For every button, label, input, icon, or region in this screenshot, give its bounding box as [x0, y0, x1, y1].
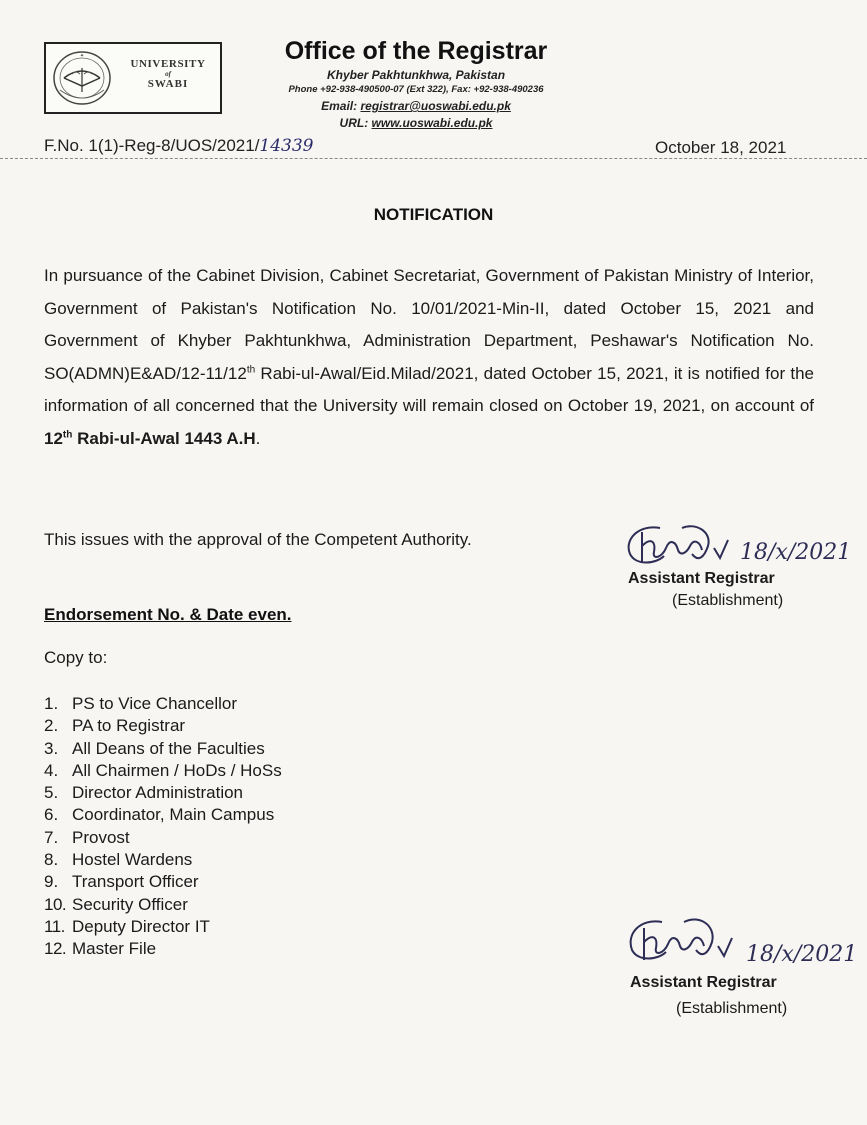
- body-sup2: th: [62, 428, 73, 440]
- university-logo: [44, 42, 222, 114]
- recipient-name: Hostel Wardens: [72, 850, 193, 870]
- recipient-number: 6.: [44, 805, 59, 825]
- phone-line: Phone +92-938-490500-07 (Ext 322), Fax: +92-938-490236: [288, 84, 544, 95]
- url-line: [240, 116, 592, 130]
- recipient-item: [44, 827, 282, 849]
- signature-1-title: Assistant Registrar: [628, 570, 775, 587]
- recipient-name: Provost: [72, 827, 130, 847]
- url-link[interactable]: www.uoswabi.edu.pk: [371, 116, 493, 130]
- approval-statement: This issues with the approval of the Competent Authority.: [44, 530, 472, 549]
- body-bold2: Rabi-ul-Awal 1443 A.H: [72, 428, 256, 448]
- university-emblem-icon: [50, 48, 114, 110]
- recipient-name: Director Administration: [72, 783, 244, 803]
- logo-swabi-text: SWABI: [147, 78, 189, 90]
- recipient-number: 5.: [44, 783, 59, 803]
- office-title: Office of the Registrar: [284, 37, 548, 65]
- body-end: .: [255, 428, 261, 448]
- recipient-item: [44, 715, 282, 737]
- recipient-item: [44, 738, 282, 760]
- email-label: Email:: [321, 99, 361, 113]
- recipient-number: 7.: [44, 827, 59, 847]
- recipient-number: 1.: [44, 694, 59, 713]
- body-text-part2: Rabi-ul-Awal/Eid.Milad/2021, dated October 15, 2021, it is notified for the information of all concerned that the University will remain closed on October 19, 2021, on account of: [44, 363, 814, 415]
- recipient-name: Coordinator, Main Campus: [72, 805, 275, 825]
- recipient-number: 10.: [44, 894, 67, 914]
- header-divider: [0, 158, 867, 159]
- notification-title: NOTIFICATION: [373, 205, 494, 224]
- body-text-part1: In pursuance of the Cabinet Division, Cabinet Secretariat, Government of Pakistan Ministry of Interior, Government of Pakistan's Notification No. 10/01/2021-Min-II, dated October 15, 2021 and Government of Khyber Pakhtunkhwa, Administration Department, Peshawar's Notification No. SO(ADMN)E&AD/12-11/12: [44, 266, 814, 383]
- recipient-number: 9.: [44, 872, 59, 892]
- signature-block-2: [622, 912, 858, 1022]
- recipient-item: [44, 782, 282, 804]
- email-link[interactable]: registrar@uoswabi.edu.pk: [360, 99, 511, 113]
- recipient-name: PS to Vice Chancellor: [72, 694, 238, 713]
- recipient-item: [44, 693, 282, 715]
- province-line: Khyber Pakhtunkhwa, Pakistan: [326, 68, 506, 82]
- signature-2-date: 18/x/2021: [746, 942, 858, 967]
- recipient-number: 4.: [44, 760, 59, 780]
- recipient-item: [44, 849, 282, 871]
- recipient-number: 12.: [44, 939, 67, 959]
- copy-to-label: Copy to:: [44, 648, 108, 667]
- recipient-item: [44, 916, 282, 938]
- logo-of-text: of: [165, 70, 171, 78]
- endorsement-heading: Endorsement No. & Date even.: [44, 605, 292, 624]
- recipient-name: All Deans of the Faculties: [72, 738, 265, 758]
- recipient-number: 3.: [44, 738, 59, 758]
- letter-date: October 18, 2021: [655, 138, 787, 157]
- logo-wordmark: [116, 58, 220, 90]
- file-number-printed: F.No. 1(1)-Reg-8/UOS/2021/: [44, 136, 260, 155]
- recipient-item: [44, 938, 282, 960]
- svg-text:✦: ✦: [79, 53, 85, 59]
- recipient-item: [44, 871, 282, 893]
- email-line: [240, 99, 592, 113]
- signature-1-date: 18/x/2021: [740, 540, 852, 565]
- signature-1-dept: (Establishment): [672, 592, 784, 609]
- signature-2-title: Assistant Registrar: [630, 974, 777, 991]
- signature-2-dept: (Establishment): [676, 1000, 788, 1017]
- recipient-item: [44, 804, 282, 826]
- body-sup1: th: [246, 363, 256, 375]
- recipient-name: Security Officer: [72, 894, 188, 914]
- body-bold1: 12: [44, 428, 63, 448]
- recipient-name: All Chairmen / HoDs / HoSs: [72, 760, 282, 780]
- recipient-item: [44, 760, 282, 782]
- recipient-name: Transport Officer: [72, 872, 199, 892]
- file-number: [44, 136, 314, 156]
- recipient-number: 2.: [44, 716, 59, 736]
- notification-body: [44, 260, 814, 455]
- signature-block-1: [620, 518, 850, 628]
- recipient-name: Deputy Director IT: [72, 916, 210, 936]
- recipient-name: Master File: [72, 939, 157, 959]
- recipient-name: PA to Registrar: [72, 716, 186, 736]
- url-label: URL:: [339, 116, 372, 130]
- file-number-handwritten: 14339: [259, 136, 314, 156]
- recipient-number: 11.: [44, 916, 65, 936]
- recipient-number: 8.: [44, 850, 59, 870]
- logo-university-text: UNIVERSITY: [130, 58, 206, 70]
- recipient-item: [44, 894, 282, 916]
- recipient-list: [44, 693, 282, 961]
